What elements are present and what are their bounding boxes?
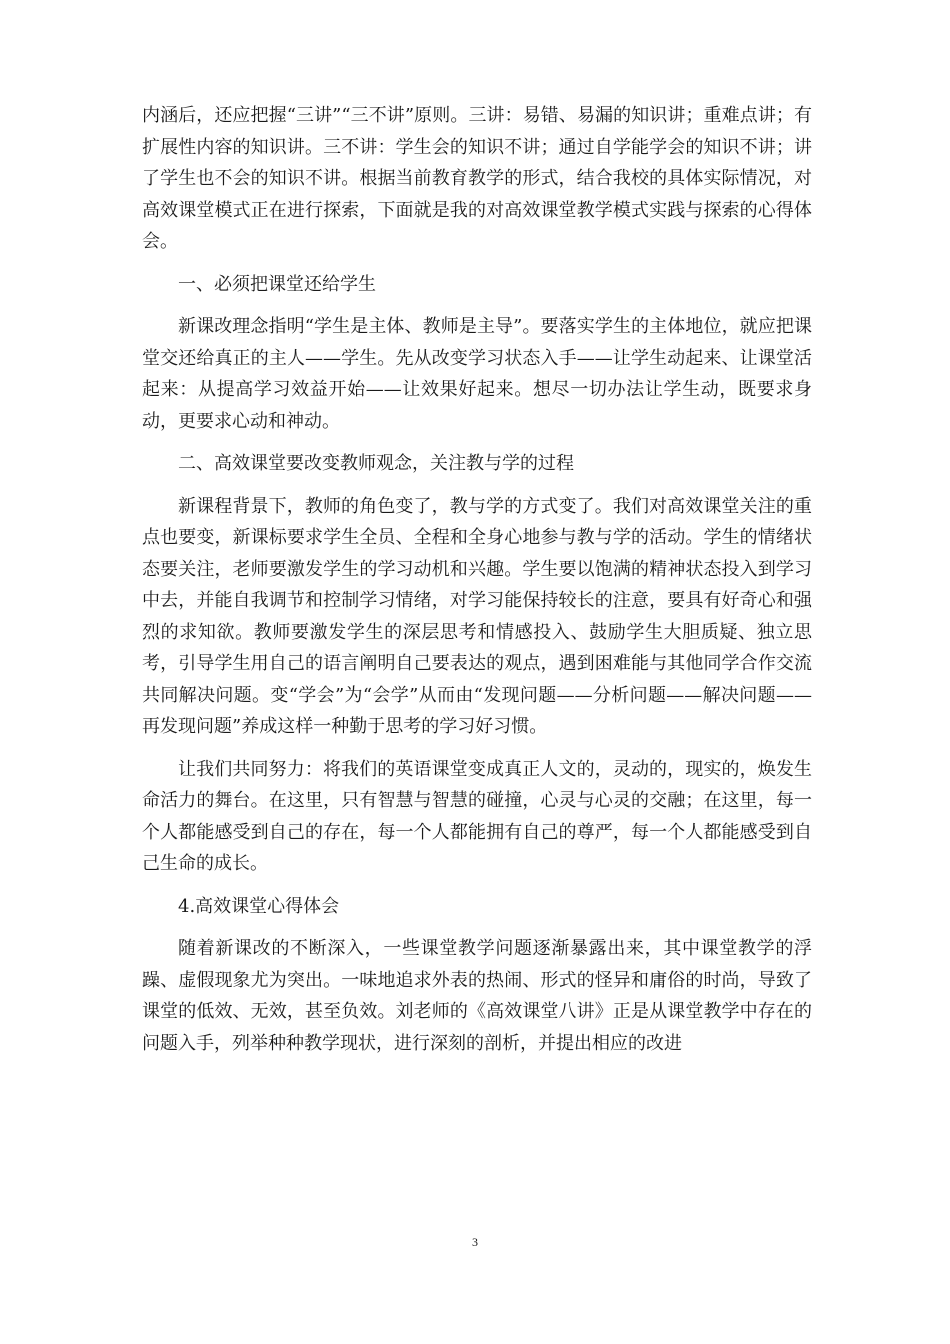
paragraph-continued: 内涵后，还应把握“三讲”“三不讲”原则。三讲：易错、易漏的知识讲；重难点讲；有扩展性内容的知识讲。三不讲：学生会的知识不讲；通过自学能学会的知识不讲；讲了学生也不会的知识不讲。根据当前教育教学的形式，结合我校的具体实际情况，对高效课堂模式正在进行探索，下面就是我的对高效课堂教学模式实践与探索的心得体会。 bbox=[142, 105, 812, 252]
paragraph-body: 让我们共同努力：将我们的英语课堂变成真正人文的，灵动的，现实的，焕发生命活力的舞台。在这里，只有智慧与智慧的碰撞，心灵与心灵的交融；在这里，每一个人都能感受到自己的存在，每一个人都能拥有自己的尊严，每一个人都能感受到自己生命的成长。 bbox=[142, 758, 812, 874]
section-heading-2: 二、高效课堂要改变教师观念，关注教与学的过程 bbox=[178, 453, 574, 474]
paragraph-body: 随着新课改的不断深入，一些课堂教学问题逐渐暴露出来，其中课堂教学的浮躁、虚假现象尤为突出。一味地追求外表的热闹、形式的怪异和庸俗的时尚，导致了课堂的低效、无效，甚至负效。刘老师的《高效课堂八讲》正是从课堂教学中存在的问题入手，列举种种教学现状，进行深刻的剖析，并提出相应的改进 bbox=[142, 938, 812, 1054]
paragraph-body: 新课改理念指明“学生是主体、教师是主导”。要落实学生的主体地位，就应把课堂交还给真正的主人——学生。先从改变学习状态入手——让学生动起来、让课堂活起来：从提高学习效益开始——让效果好起来。想尽一切办法让学生动，既要求身动，更要求心动和神动。 bbox=[142, 316, 812, 432]
page-number: 3 bbox=[472, 1235, 478, 1249]
page-content bbox=[142, 100, 812, 1059]
section-heading-1: 一、必须把课堂还给学生 bbox=[178, 273, 376, 295]
paragraph-body: 新课程背景下，教师的角色变了，教与学的方式变了。我们对高效课堂关注的重点也要变，新课标要求学生全员、全程和全身心地参与教与学的活动。学生的情绪状态要关注，老师要激发学生的学习动机和兴趣。学生要以饱满的精神状态投入到学习中去，并能自我调节和控制学习情绪，对学习能保持较长的注意，要具有好奇心和强烈的求知欲。教师要激发学生的深层思考和情感投入、鼓励学生大胆质疑、独立思考，引导学生用自己的语言阐明自己要表达的观点，遇到困难能与其他同学合作交流共同解决问题。变“学会”为“会学”从而由“发现问题——分析问题——解决问题——再发现问题”养成这样一种勤于思考的学习好习惯。 bbox=[142, 495, 812, 737]
section-heading-3: 4.高效课堂心得体会 bbox=[178, 895, 340, 917]
